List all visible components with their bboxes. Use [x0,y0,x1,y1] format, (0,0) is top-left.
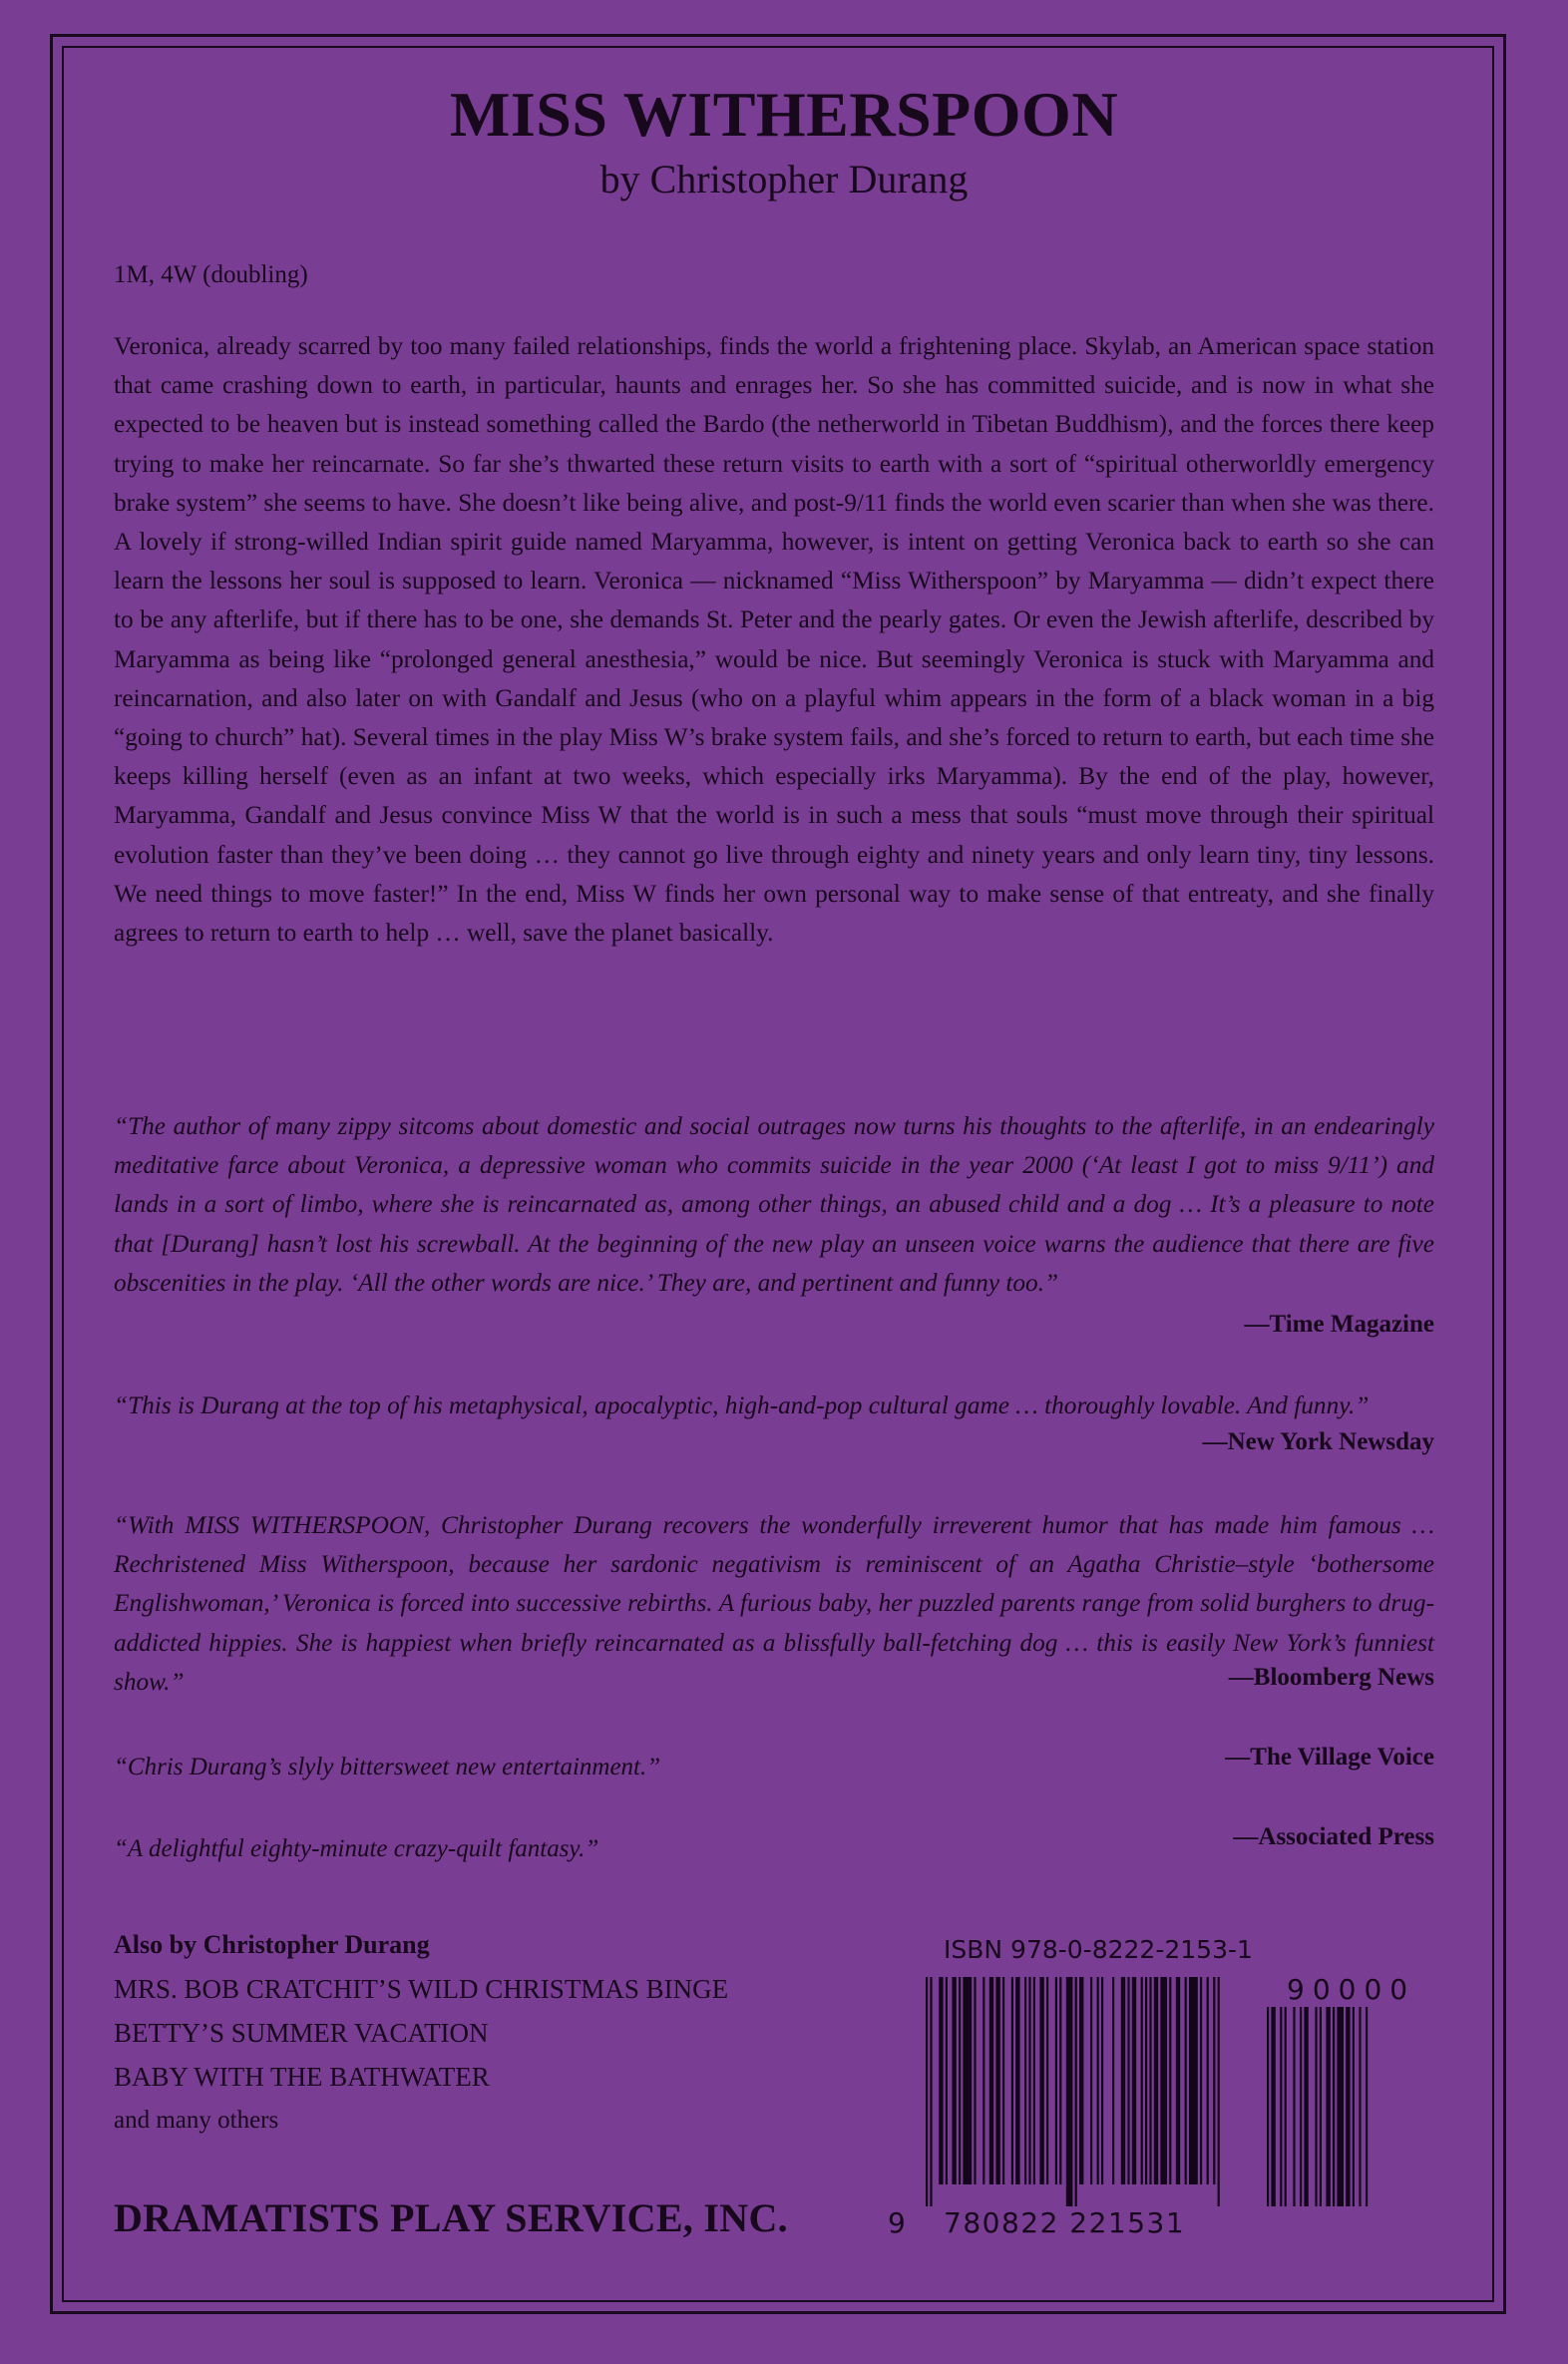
barcode-bar [1271,2007,1275,2206]
barcode-bar [926,1977,928,2206]
barcode-bar [1011,1977,1013,2184]
barcode-bar [1024,1977,1026,2184]
barcode-bar [1304,2007,1308,2206]
barcode-bar [1090,1977,1092,2184]
barcode-bar [1176,1977,1180,2184]
price-addon-digits: 90000 [1287,1973,1416,2006]
barcode-bar [1132,1977,1136,2184]
barcode-bar [946,1977,948,2184]
barcode-bar [1200,1977,1202,2184]
isbn-digits: 780822 221531 [944,2206,1186,2239]
review-source: —Time Magazine [1244,1311,1434,1338]
barcode-bar [1075,1977,1077,2206]
barcode-bar [1055,1977,1057,2184]
book-author: by Christopher Durang [599,157,969,201]
barcode-bar [963,1977,972,2184]
barcode-bar [1028,1977,1030,2184]
barcode-bar [1267,2007,1269,2206]
barcode-bar [1141,1977,1143,2184]
barcode-bar [989,1977,993,2184]
barcode-bar [1169,1977,1171,2184]
review-source: —The Village Voice [1225,1744,1434,1771]
barcode-bar [1366,2007,1368,2206]
barcode-bar [1300,2007,1302,2206]
barcode-bar [1112,1977,1114,2184]
barcode-bar [1326,2007,1330,2206]
also-by-section [114,1923,728,2143]
barcode-bar [1079,1977,1083,2184]
barcode-bar [939,1977,943,2184]
barcode-bar [1059,1977,1061,2184]
barcode-bar [1346,2007,1350,2206]
barcode-bar [1185,1977,1187,2184]
barcode-bar [1353,2007,1355,2206]
barcode-bar [1285,2007,1287,2206]
barcode-bar [1315,2007,1317,2206]
isbn-lead-digit: 9 [888,2206,906,2239]
review-quote: “The author of many zippy sitcoms about domestic and social outrages now turns his thoughts to the afterlife, in an endearingly meditative farce about Veronica, a depressive woman who commits suicide in the year 2000 (‘At least I got to miss 9/11’) and lands in a sort of limbo, where she is reincarnated as, among other things, an abused child and a dog … It’s a pleasure to note that [Durang] hasn’t lost his screwball. At the beginning of the new play an unseen voice warns the audience that there are five obscenities in the play. ‘All the other words are nice.’ They are, and pertinent and funny too.” [114,1112,1434,1297]
barcode-bar [1333,2007,1335,2206]
barcode-bar [1218,1977,1220,2206]
review-quote: “This is Durang at the top of his metaphysical, apocalyptic, high-and-pop cultural game … thoroughly lovable. And funny.” [114,1391,1370,1419]
barcode-bar [1033,1977,1035,2184]
barcode-bar [1149,1977,1151,2184]
price-addon-barcode [1265,2007,1440,2206]
isbn-barcode [924,1977,1251,2206]
also-by-title: BETTY’S SUMMER VACATION [114,2018,489,2048]
book-title: MISS WITHERSPOON [449,79,1119,150]
also-by-title: MRS. BOB CRATCHIT’S WILD CHRISTMAS BINGE [114,1974,729,2004]
review-source: —Associated Press [1233,1823,1434,1850]
isbn-label: ISBN 978-0-8222-2153-1 [944,1935,1253,1964]
barcode-bar [1160,1977,1167,2184]
barcode-bar [1066,1977,1073,2206]
barcode-bar [995,1977,999,2184]
barcode-bar [1207,1977,1209,2184]
barcode-bar [1097,1977,1099,2184]
review-source: —Bloomberg News [1228,1664,1434,1691]
barcode-bar [1145,1977,1147,2184]
barcode-bar [1154,1977,1158,2184]
review-source: —New York Newsday [1202,1428,1434,1455]
barcode-bar [1293,2007,1295,2206]
barcode-bar [952,1977,956,2184]
barcode-bar [1280,2007,1282,2206]
barcode-bar [1213,1977,1215,2184]
barcode-bar [1101,1977,1103,2184]
barcode-bar [1121,1977,1125,2184]
barcode-bar [1039,1977,1043,2184]
also-by-title: BABY WITH THE BATHWATER [114,2062,490,2092]
barcode-bar [1015,1977,1019,2184]
review-quote: “A delightful eighty-minute crazy-quilt fantasy.” [114,1835,599,1862]
also-by-others: and many others [114,2107,279,2134]
barcode-bar [974,1977,976,2184]
barcode-bar [1046,1977,1048,2184]
barcode-bar [982,1977,984,2184]
barcode-bar [930,1977,932,2206]
cast-size: 1M, 4W (doubling) [114,261,308,288]
barcode-bar [1127,1977,1129,2184]
barcode-bar [1337,2007,1344,2206]
barcode-bar [959,1977,961,2184]
synopsis: Veronica, already scarred by too many failed relationships, finds the world a frightening place. Skylab, an American space station that came crashing down to earth, in particular, haunts and enrages her. So she has committed suicide, and is now in what she expected to be heaven but is instead something called the Bardo (the netherworld in Tibetan Buddhism), and the forces there keep trying to make her reincarnate. So far she’s thwarted these return visits to earth with a sort of “spiritual otherworldly emergency brake system” she seems to have. She doesn’t like being alive, and post-9/11 finds the world even scarier than when she was there. A lovely if strong-willed Indian spirit guide named Maryamma, however, is intent on getting Veronica back to earth so she can learn the lessons her soul is supposed to learn. Veronica — nicknamed “Miss Witherspoon” by Maryamma — didn’t expect there to be any afterlife, but if there has to be one, she demands St. Peter and the pearly gates. Or even the Jewish afterlife, described by Maryamma as being like “prolonged general anesthesia,” would be nice. But seemingly Veronica is stuck with Maryamma and reincarnation, and also later on with Gandalf and Jesus (who on a playful whim appears in the form of a black woman in a big “going to church” hat). Several times in the play Miss W’s brake system fails, and she’s forced to return to earth, but each time she keeps killing herself (even as an infant at two weeks, which especially irks Maryamma). By the end of the play, however, Maryamma, Gandalf and Jesus convince Miss W that the world is in such a mess that souls “must move through their spiritual evolution faster than they’ve been doing … they cannot go live through eighty and ninety years and only learn tiny, tiny lessons. We need things to move faster!” In the end, Miss W finds her own personal way to make sense of that entreaty, and she finally agrees to return to earth to help … well, save the planet basically. [114,332,1434,948]
barcode-bar [1320,2007,1322,2206]
barcode-bar [1359,2007,1361,2206]
review-quote: “With MISS WITHERSPOON, Christopher Durang recovers the wonderfully irreverent humor that has made him famous … Rechristened Miss Witherspoon, because her sardonic negativism is reminiscent of an Agatha Christie–style ‘bothersome Englishwoman,’ Veronica is forced into successive rebirths. A furious baby, her puzzled parents range from solid burghers to drug-addicted hippies. She is happiest when briefly reincarnated as a blissfully ball-fetching dog … this is easily New York’s funniest show.” [114,1511,1434,1696]
barcode-bar [1002,1977,1004,2184]
also-by-heading: Also by Christopher Durang [114,1930,430,1959]
publisher-name: DRAMATISTS PLAY SERVICE, INC. [114,2195,788,2240]
review-quote: “Chris Durang’s slyly bittersweet new entertainment.” [114,1754,661,1780]
barcode-bar [1189,1977,1198,2184]
